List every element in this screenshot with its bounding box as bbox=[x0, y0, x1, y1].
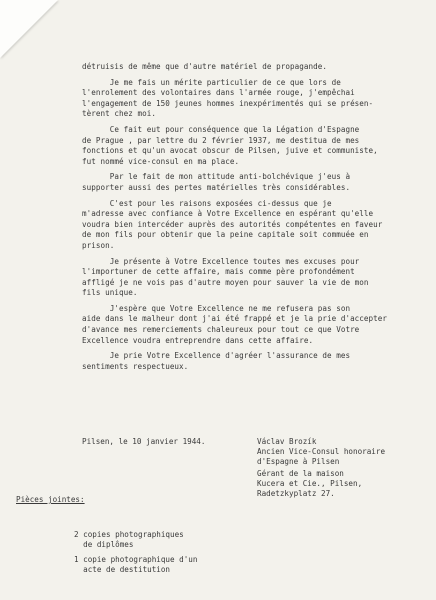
body-line: J'espère que Votre Excellence ne me refusera pas son bbox=[82, 303, 351, 313]
body-line: l'engagement de 150 jeunes hommes inexpérimentés qui se présen- bbox=[82, 98, 374, 108]
body-line: Ce fait eut pour conséquence que la Légation d'Espagne bbox=[82, 124, 360, 134]
signature-line: Kucera et Cie., Pilsen, bbox=[257, 479, 363, 488]
body-line: m'adresse avec confiance à Votre Excellence en espérant qu'elle bbox=[82, 209, 374, 219]
body-line: d'avance mes remerciements chaleureux pour tout ce que Votre bbox=[82, 325, 360, 335]
body-line: aide dans le malheur dont j'ai été frappé et je la prie d'accepter bbox=[82, 314, 388, 324]
letter-body bbox=[82, 62, 418, 372]
body-line: Par le fait de mon attitude anti-bolchévique j'eus à bbox=[82, 172, 351, 182]
body-line: Je présente à Votre Excellence toutes mes excuses pour bbox=[82, 256, 360, 266]
signatory-name: Václav Brozík bbox=[257, 437, 317, 446]
body-line: tèrent chez moi. bbox=[82, 109, 156, 119]
enclosures-block bbox=[16, 475, 197, 575]
signature-line: Ancien Vice-Consul honoraire bbox=[257, 447, 386, 456]
body-line: Je prie Votre Excellence d'agréer l'assurance de mes bbox=[82, 351, 351, 361]
body-line: supporter aussi des pertes matérielles très considérables. bbox=[82, 182, 351, 192]
enclosure-line: 2 copies photographiques bbox=[74, 530, 184, 539]
enclosure-line: acte de destitution bbox=[74, 565, 171, 574]
body-line: l'enrolement des volontaires dans l'armée rouge, j'empêchai bbox=[82, 88, 355, 98]
folded-corner bbox=[0, 0, 58, 58]
body-line: voudra bien intercéder auprès des autorités compétentes en faveur bbox=[82, 219, 383, 229]
enclosure-item bbox=[74, 555, 197, 575]
body-line: de Prague , par lettre du 2 février 1937, me destitua de mes bbox=[82, 135, 360, 145]
enclosures-heading: Pièces jointes: bbox=[16, 495, 85, 504]
signature-line: Radetzkyplatz 27. bbox=[257, 489, 335, 498]
enclosure-line: 1 copie photographique d'un bbox=[74, 555, 198, 564]
signature-line: d'Espagne à Pilsen bbox=[257, 457, 340, 466]
body-line: prison. bbox=[82, 240, 115, 250]
body-line: de mon fils pour obtenir que la peine capitale soit commuée en bbox=[82, 230, 369, 240]
enclosure-line: de diplômes bbox=[74, 540, 134, 549]
date-line: Pilsen, le 10 janvier 1944. bbox=[82, 437, 206, 446]
body-line: Excellence voudra entreprendre dans cette affaire. bbox=[82, 335, 314, 345]
body-line: fonctions et qu'un avocat obscur de Pilsen, juive et communiste, bbox=[82, 146, 378, 156]
body-line: C'est pour les raisons exposées ci-dessus que je bbox=[82, 198, 332, 208]
body-line: Je me fais un mérite particulier de ce que lors de bbox=[82, 77, 341, 87]
body-line: affligé je ne vois pas d'autre moyen pour sauver la vie de mon bbox=[82, 277, 369, 287]
body-line: fut nommé vice-consul en ma place. bbox=[82, 156, 240, 166]
enclosure-item bbox=[74, 530, 197, 550]
body-line: détruisis de même que d'autre matériel de propagande. bbox=[82, 62, 327, 71]
signature-block bbox=[257, 437, 385, 499]
body-line: sentiments respectueux. bbox=[82, 361, 189, 371]
signature-line: Gérant de la maison bbox=[257, 469, 344, 478]
body-line: l'importuner de cette affaire, mais comme père profondément bbox=[82, 267, 355, 277]
body-line: fils unique. bbox=[82, 288, 138, 298]
